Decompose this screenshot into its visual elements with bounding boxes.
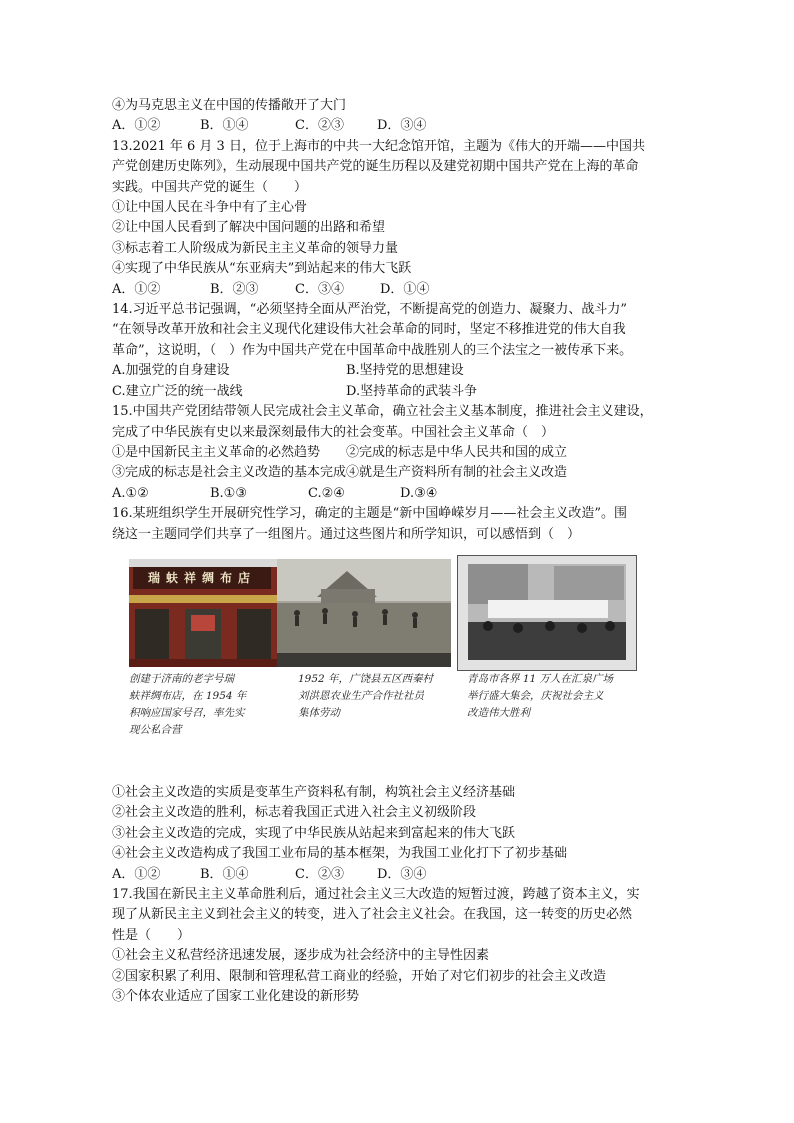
q16-item-4: ④社会主义改造构成了我国工业布局的基本框架，为我国工业化打下了初步基础 xyxy=(112,846,568,862)
q15-stem-2: 完成了中华民族有史以来最深刻最伟大的社会变革。中国社会主义革命（ ） xyxy=(112,424,555,440)
caption-store-line: 创建于济南的老字号瑞 xyxy=(129,672,234,685)
q13-option-c: C．③④ xyxy=(295,281,344,297)
q16-stem-2: 绕这一主题同学们共享了一组图片。通过这些图片和所学知识，可以感悟到（ ） xyxy=(112,526,581,542)
q13-item-4: ④实现了中华民族从“东亚病夫”到站起来的伟大飞跃 xyxy=(112,261,412,277)
q15-items-row-1 xyxy=(112,443,692,463)
q14-option-a: A.加强党的自身建设 xyxy=(112,363,230,379)
caption-cooperative-line: 刘洪恩农业生产合作社社员 xyxy=(298,689,424,702)
caption-rally-line: 举行盛大集会，庆祝社会主义 xyxy=(467,689,604,702)
q14-option-c: C.建立广泛的统一战线 xyxy=(112,383,243,399)
q15-option-c: C.②④ xyxy=(308,485,345,501)
caption-rally-line: 青岛市各界 11 万人在汇泉广场 xyxy=(467,672,614,685)
q13-stem-3: 实践。中国共产党的诞生（ ） xyxy=(112,179,308,195)
q16-item-1: ①社会主义改造的实质是变革生产资料私有制，构筑社会主义经济基础 xyxy=(112,784,516,800)
q15-item-4: ④就是生产资料所有制的社会主义改造 xyxy=(346,465,568,481)
q17-stem-3: 性是（ ） xyxy=(112,927,191,943)
q17-item-1: ①社会主义私营经济迅速发展，逐步成为社会经济中的主导性因素 xyxy=(112,948,490,964)
photo-ruifuxiang-store xyxy=(129,559,277,667)
q14-stem-2: “在领导改革开放和社会主义现代化建设伟大社会革命的同时，坚定不移推进党的伟大自我 xyxy=(112,322,626,338)
q16-item-3: ③社会主义改造的完成，实现了中华民族从站起来到富起来的伟大飞跃 xyxy=(112,825,516,841)
caption-rally-line: 改造伟大胜利 xyxy=(467,706,530,719)
q12-option-d: D．③④ xyxy=(377,118,427,134)
q14-option-b: B.坚持党的思想建设 xyxy=(346,363,464,379)
q13-option-a: A．①② xyxy=(112,281,161,297)
q17-stem-1: 17.我国在新民主主义革命胜利后，通过社会主义三大改造的短暂过渡，跨越了资本主义，实 xyxy=(112,886,640,902)
q14-stem-1: 14.习近平总书记强调，“必须坚持全面从严治党，不断提高党的创造力、凝聚力、战斗力” xyxy=(112,302,627,318)
q15-item-1: ①是中国新民主主义革命的必然趋势 xyxy=(112,444,321,460)
q14-stem-3: 革命”，这说明，（ ）作为中国共产党在中国革命中战胜别人的三个法宝之一被传承下来。 xyxy=(112,342,633,358)
q17-item-2: ②国家积累了利用、限制和管理私营工商业的经验，开始了对它们初步的社会主义改造 xyxy=(112,968,607,984)
farm-labor-illustration xyxy=(277,559,451,667)
q15-option-b: B.①③ xyxy=(210,485,247,501)
q15-stem-1: 15.中国共产党团结带领人民完成社会主义革命，确立社会主义基本制度，推进社会主义建设， xyxy=(112,404,653,420)
q13-stem-1: 13.2021 年 6 月 3 日，位于上海市的中共一大纪念馆开馆，主题为《伟大的开端——中国共 xyxy=(112,138,645,154)
q16-option-b: B．①④ xyxy=(200,866,249,882)
q15-option-d: D.③④ xyxy=(400,485,438,501)
caption-store-line: 积响应国家号召，率先实 xyxy=(129,706,245,719)
q13-stem-2: 产党创建历史陈列》，生动展现中国共产党的诞生历程以及建党初期中国共产党在上海的革命 xyxy=(112,159,639,175)
q15-options xyxy=(112,484,692,504)
q17-stem-2: 现了从新民主主义到社会主义的转变，进入了社会主义社会。在我国，这一转变的历史必然 xyxy=(112,907,633,923)
q16-options xyxy=(112,865,692,885)
q12-option-c: C．②③ xyxy=(295,118,344,134)
q16-option-a: A．①② xyxy=(112,866,161,882)
q13-item-3: ③标志着工人阶级成为新民主主义革命的领导力量 xyxy=(112,240,399,256)
q14-option-d: D.坚持革命的武装斗争 xyxy=(346,383,478,399)
q15-items-row-2 xyxy=(112,463,692,483)
caption-store xyxy=(129,671,246,739)
q13-option-b: B．②③ xyxy=(210,281,259,297)
q16-stem-1: 16.某班组织学生开展研究性学习，确定的主题是“新中国峥嵘岁月——社会主义改造”。围 xyxy=(112,506,627,522)
store-sign: 瑞蚨祥绸布店 xyxy=(133,567,271,589)
q12-option-a: A．①② xyxy=(112,118,161,134)
q13-option-d: D．①④ xyxy=(380,281,430,297)
caption-cooperative-line: 集体劳动 xyxy=(298,706,340,719)
q15-option-a: A.①② xyxy=(112,485,149,501)
q16-option-d: D．③④ xyxy=(377,866,427,882)
q12-item-4: ④为马克思主义在中国的传播敞开了大门 xyxy=(112,98,347,113)
photo-qingdao-rally xyxy=(457,555,637,671)
rally-illustration xyxy=(458,556,636,670)
q13-item-2: ②让中国人民看到了解决中国问题的出路和希望 xyxy=(112,220,386,236)
q12-option-b: B．①④ xyxy=(200,118,249,134)
caption-store-line: 蚨祥绸布店，在 1954 年 xyxy=(129,689,247,702)
q14-options-row-2 xyxy=(112,382,692,402)
q17-item-3: ③个体农业适应了国家工业化建设的新形势 xyxy=(112,989,360,1004)
q15-item-3: ③完成的标志是社会主义改造的基本完成 xyxy=(112,465,347,481)
q12-options xyxy=(112,116,692,136)
q13-item-1: ①让中国人民在斗争中有了主心骨 xyxy=(112,200,308,216)
caption-rally xyxy=(467,671,613,722)
caption-cooperative-line: 1952 年，广饶县五区西秦村 xyxy=(298,672,434,685)
q16-option-c: C．②③ xyxy=(295,866,344,882)
q16-photo-group xyxy=(112,551,692,783)
photo-cooperative-labor xyxy=(277,559,451,667)
q16-item-2: ②社会主义改造的胜利，标志着我国正式进入社会主义初级阶段 xyxy=(112,805,477,821)
caption-store-line: 现公私合营 xyxy=(129,723,182,736)
caption-cooperative xyxy=(298,671,433,722)
q15-item-2: ②完成的标志是中华人民共和国的成立 xyxy=(346,444,568,460)
q13-options xyxy=(112,280,692,300)
exam-page xyxy=(112,96,692,1007)
q14-options-row-1 xyxy=(112,361,692,381)
